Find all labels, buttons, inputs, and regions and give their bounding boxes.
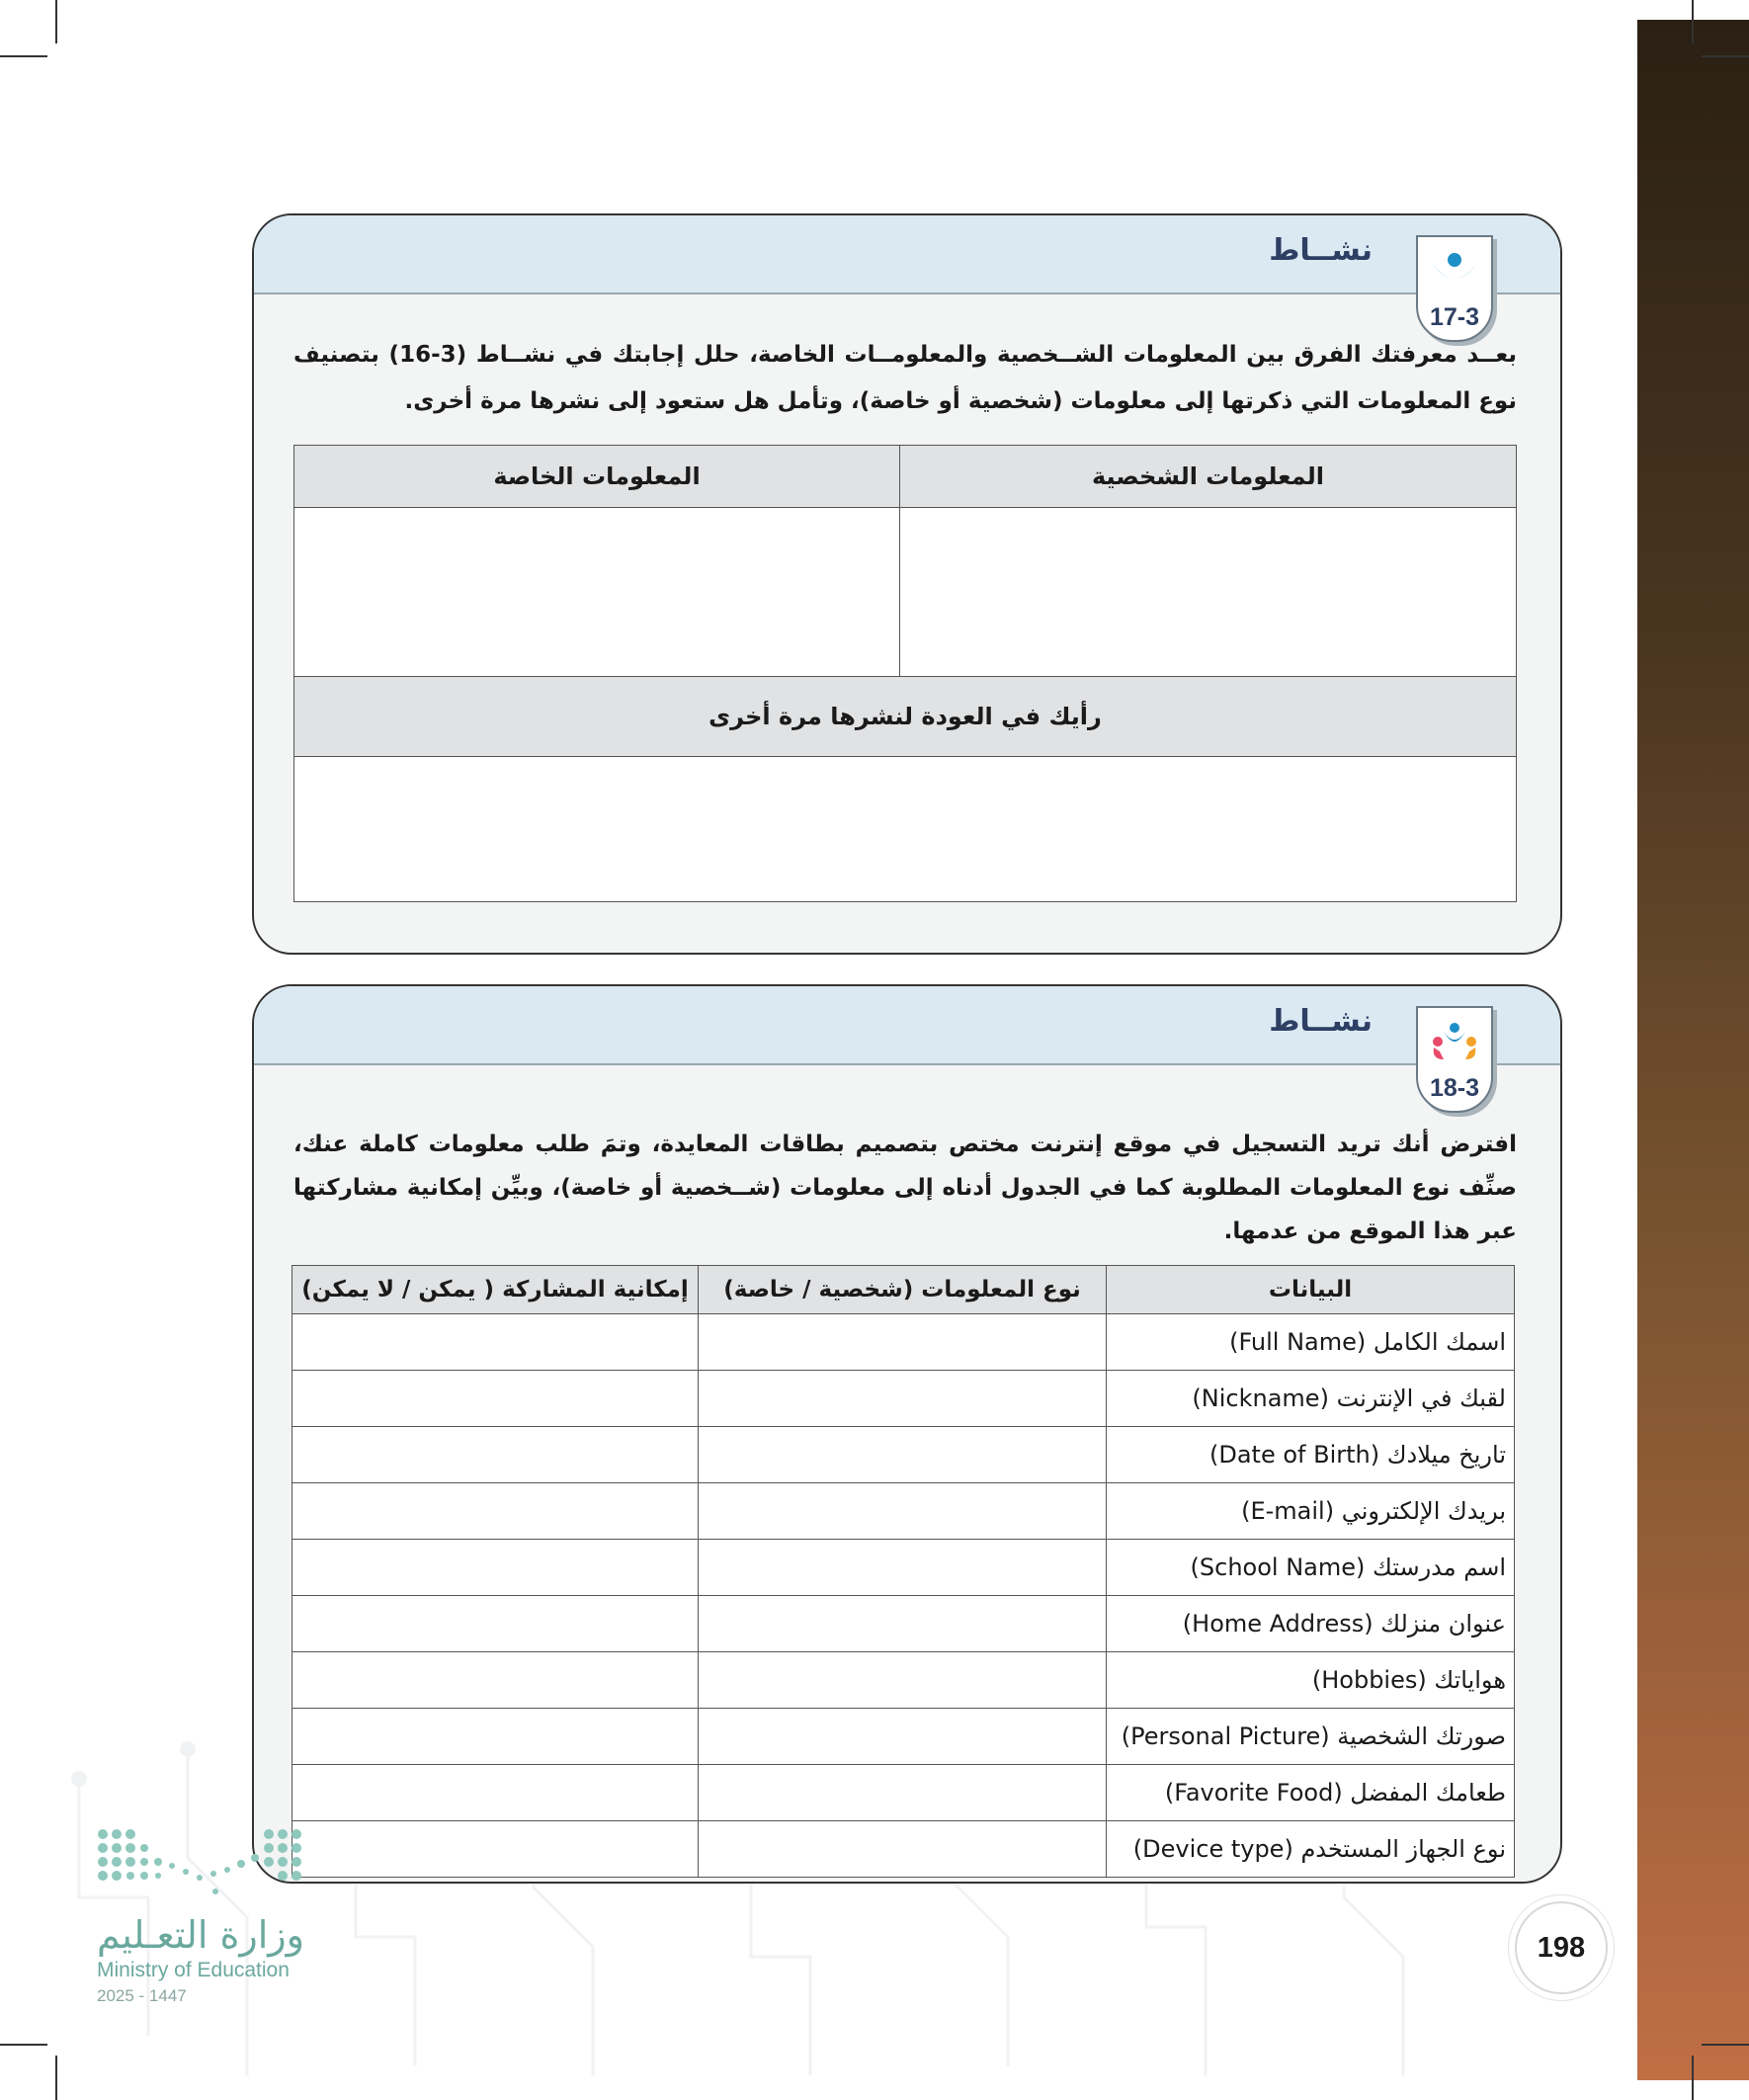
info-type-cell[interactable] [699,1371,1107,1427]
crop-mark [55,0,57,43]
header-data: البيانات [1107,1266,1515,1314]
person-icon [1430,251,1479,291]
answer-row [294,508,1517,677]
header-opinion: رأيك في العودة لنشرها مرة أخرى [294,677,1517,757]
crop-mark [1692,2056,1694,2100]
activity-badge-17-3 [1416,235,1493,342]
sharing-cell[interactable] [292,1483,699,1540]
opinion-header-row [294,677,1517,757]
table-row [292,1371,1515,1427]
activity-title: نشــاط [1269,233,1373,268]
table-row [292,1483,1515,1540]
ministry-name-english: Ministry of Education [97,1959,290,1981]
crop-mark [0,2044,47,2046]
page-number: 198 [1515,1901,1608,1994]
info-type-cell[interactable] [699,1540,1107,1596]
activity-instructions: بعــد معرفتك الفرق بين المعلومات الشــخصية والمعلومــات الخاصة، حلل إجابتك في نشــاط (3-16) بتصنيف نوع المعلومات التي ذكرتها إلى معلومات (شخصية أو خاصة)، وتأمل هل ستعود إلى نشرها مرة أخرى. [293,342,1517,414]
info-type-cell[interactable] [699,1596,1107,1652]
row-label: طعامك المفضل (Favorite Food) [1107,1765,1515,1821]
info-type-cell[interactable] [699,1314,1107,1371]
sharing-cell[interactable] [292,1427,699,1483]
activity-instructions: افترض أنك تريد التسجيل في موقع إنترنت مختص بتصميم بطاقات المعايدة، وتمَ طلب معلومات كاملة عنك، صنِّف نوع المعلومات المطلوبة كما في الجدول أدناه إلى معلومات (شــخصية أو خاصة)، وبيِّن إمكانية مشاركتها عبر هذا الموقع من عدمها. [293,1132,1517,1244]
sharing-cell[interactable] [292,1314,699,1371]
opinion-answer-row [294,757,1517,902]
answer-cell-opinion[interactable] [294,757,1517,902]
table-row [292,1314,1515,1371]
group-people-icon [1430,1022,1479,1061]
answer-cell-personal[interactable] [900,508,1517,677]
activity-card-18-3 [252,984,1562,1884]
header-personal-info: المعلومات الشخصية [900,446,1517,508]
table-row [292,1821,1515,1878]
data-classification-table [292,1265,1515,1878]
activity-title: نشــاط [1269,1004,1373,1039]
table-row [292,1596,1515,1652]
row-label: بريدك الإلكتروني (E-mail) [1107,1483,1515,1540]
sharing-cell[interactable] [292,1540,699,1596]
info-type-cell[interactable] [699,1427,1107,1483]
side-decorative-strip [1637,20,1749,2080]
info-type-cell[interactable] [699,1821,1107,1878]
crop-mark [1702,55,1749,57]
header-info-type: نوع المعلومات (شخصية / خاصة) [699,1266,1107,1314]
table-header-row [294,446,1517,508]
table-row [292,1652,1515,1709]
sharing-cell[interactable] [292,1596,699,1652]
header-sharing: إمكانية المشاركة ( يمكن / لا يمكن) [292,1266,699,1314]
table-header-row [292,1266,1515,1314]
row-label: اسم مدرستك (School Name) [1107,1540,1515,1596]
crop-mark [1692,0,1694,43]
row-label: نوع الجهاز المستخدم (Device type) [1107,1821,1515,1878]
sharing-cell[interactable] [292,1821,699,1878]
crop-mark [0,55,47,57]
crop-mark [55,2056,57,2100]
table-row [292,1427,1515,1483]
activity-number: 18-3 [1429,1074,1480,1102]
table-row [292,1709,1515,1765]
row-label: اسمك الكامل (Full Name) [1107,1314,1515,1371]
answer-cell-private[interactable] [294,508,900,677]
sharing-cell[interactable] [292,1652,699,1709]
classification-table [293,445,1517,902]
row-label: تاريخ ميلادك (Date of Birth) [1107,1427,1515,1483]
info-type-cell[interactable] [699,1483,1107,1540]
activity-header [254,215,1560,294]
activity-number: 17-3 [1429,303,1480,331]
info-type-cell[interactable] [699,1709,1107,1765]
edition-year: 2025 - 1447 [97,1986,187,2005]
info-type-cell[interactable] [699,1765,1107,1821]
header-private-info: المعلومات الخاصة [294,446,900,508]
crop-mark [1702,2044,1749,2046]
sharing-cell[interactable] [292,1709,699,1765]
ministry-logo-icon [97,1826,309,1901]
row-label: صورتك الشخصية (Personal Picture) [1107,1709,1515,1765]
row-label: عنوان منزلك (Home Address) [1107,1596,1515,1652]
ministry-name-arabic: وزارة التعـليم [97,1913,305,1957]
info-type-cell[interactable] [699,1652,1107,1709]
activity-header [254,986,1560,1065]
activity-card-17-3 [252,213,1562,955]
sharing-cell[interactable] [292,1371,699,1427]
table-row [292,1765,1515,1821]
table-row [292,1540,1515,1596]
sharing-cell[interactable] [292,1765,699,1821]
row-label: هواياتك (Hobbies) [1107,1652,1515,1709]
activity-badge-18-3 [1416,1006,1493,1113]
row-label: لقبك في الإنترنت (Nickname) [1107,1371,1515,1427]
